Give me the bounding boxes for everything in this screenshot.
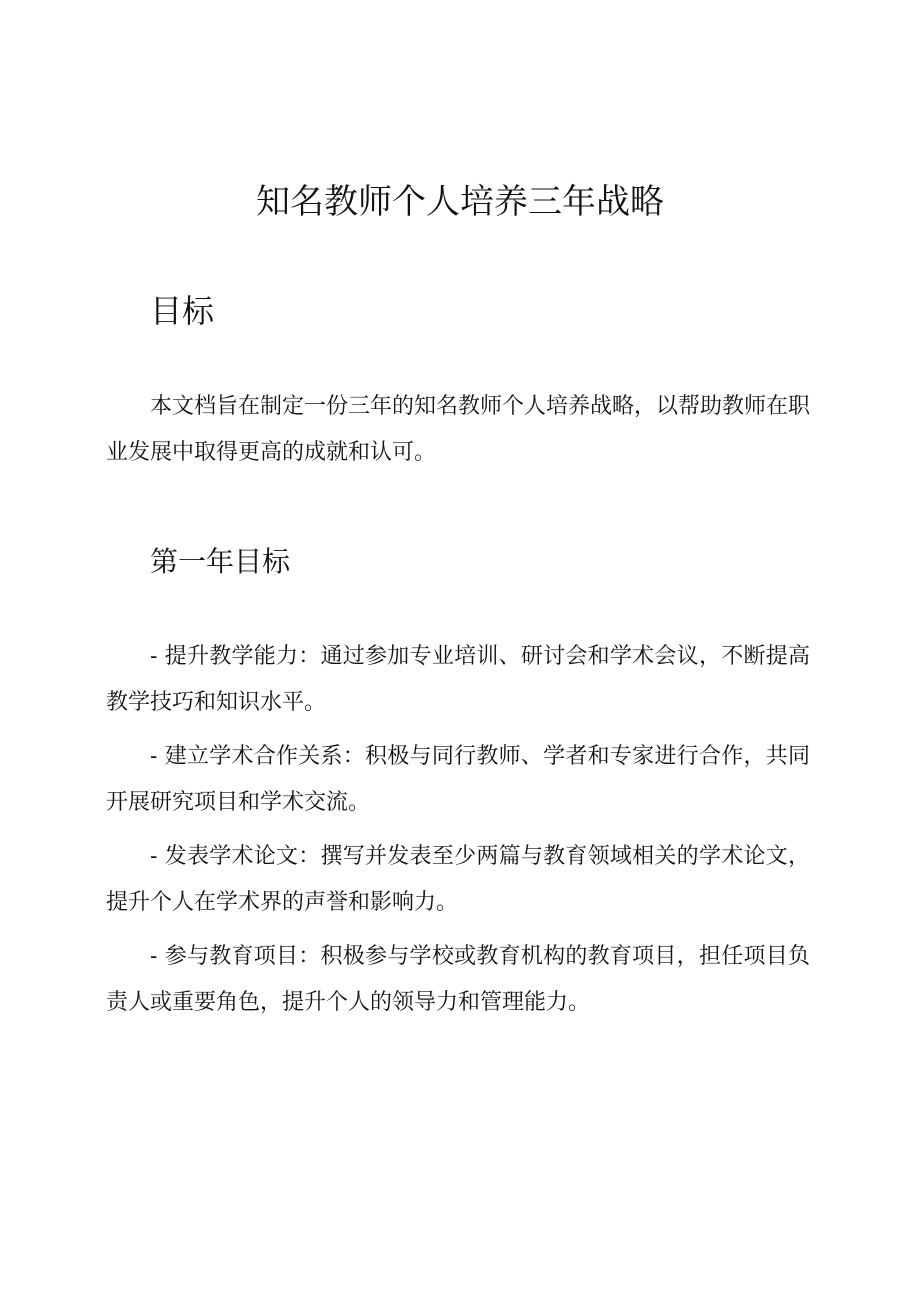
section-heading-goal: 目标: [150, 292, 215, 330]
list-item: - 提升教学能力：通过参加专业培训、研讨会和学术会议，不断提高教学技巧和知识水平。: [106, 644, 810, 715]
list-item: - 建立学术合作关系：积极与同行教师、学者和专家进行合作，共同开展研究项目和学术交流。: [106, 744, 810, 815]
document-title: 知名教师个人培养三年战略: [256, 182, 664, 222]
year-one-goal-list: [106, 634, 810, 1034]
list-item: - 发表学术论文：撰写并发表至少两篇与教育领域相关的学术论文，提升个人在学术界的声誉和影响力。: [106, 844, 810, 915]
list-item: - 参与教育项目：积极参与学校或教育机构的教育项目，担任项目负责人或重要角色，提升个人的领导力和管理能力。: [106, 944, 810, 1015]
section-heading-year-one: 第一年目标: [150, 545, 291, 578]
intro-paragraph: 本文档旨在制定一份三年的知名教师个人培养战略，以帮助教师在职业发展中取得更高的成就和认可。: [106, 394, 811, 465]
